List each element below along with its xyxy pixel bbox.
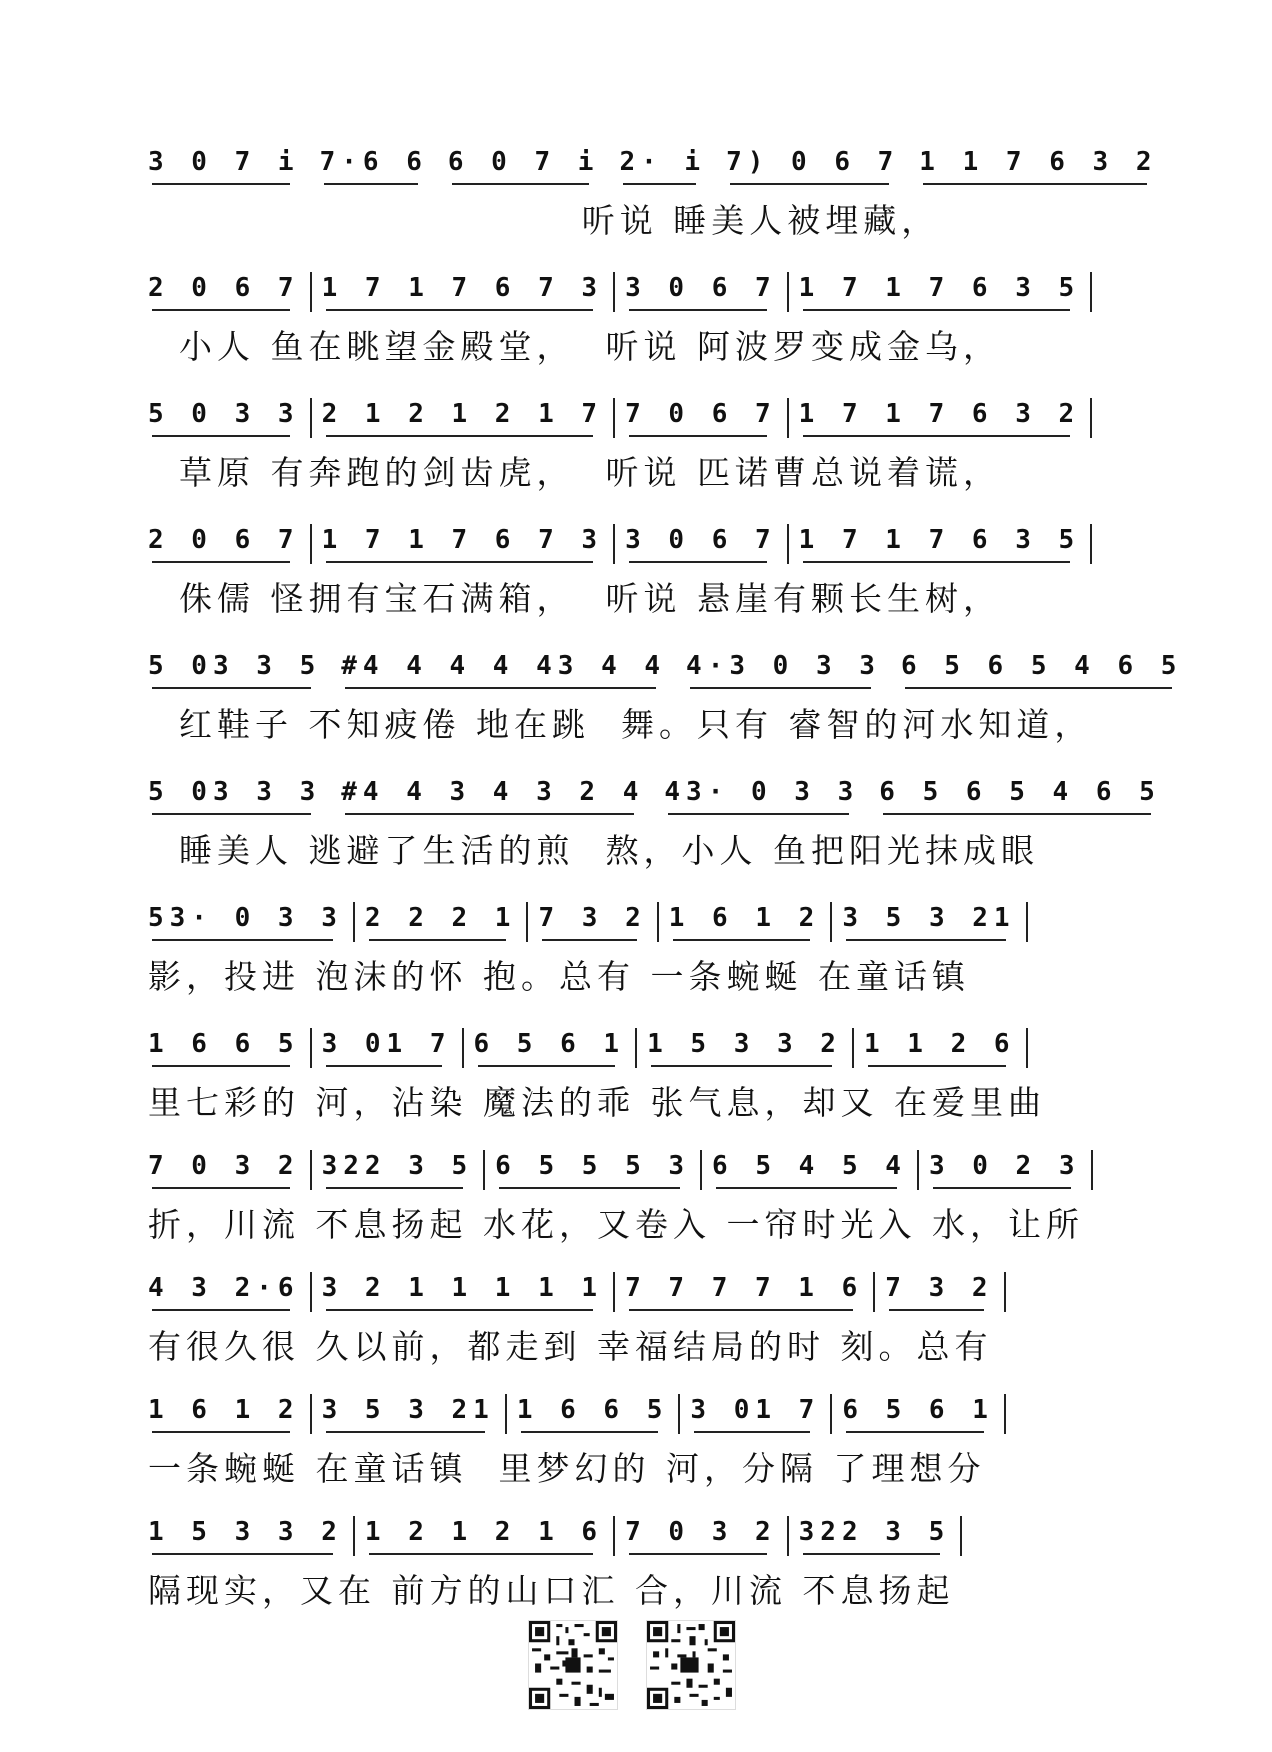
notation-line xyxy=(148,146,1158,186)
lyrics-line: 折，川流 不息扬起 水花，又卷入 一帘时光入 水，让所 xyxy=(148,1204,1084,1244)
measure: 1 7 1 7 6 3 5 xyxy=(799,525,1081,563)
bar-line xyxy=(678,1394,680,1434)
bar-line xyxy=(1026,902,1028,942)
notation-line xyxy=(148,398,1138,438)
score-system xyxy=(148,1394,1138,1506)
score-system xyxy=(148,650,1183,762)
qr-codes xyxy=(528,1620,744,1710)
bar-line xyxy=(310,1150,312,1190)
measure: 1 1 7 6 3 2 xyxy=(919,147,1157,185)
notation-line xyxy=(148,650,1183,690)
measure: 6 5 6 5 4 6 5 xyxy=(879,777,1161,815)
measure: 1 7 1 7 6 3 2 xyxy=(799,399,1081,437)
lyrics-line: 小人 鱼在眺望金殿堂， 听说 阿波罗变成金乌， xyxy=(148,326,1001,366)
qr-code-right[interactable] xyxy=(646,1620,736,1710)
measure: 7 0 3 2 xyxy=(625,1517,777,1555)
measure: 3 5 3 21 xyxy=(842,903,1015,941)
lyrics-line: 听说 睡美人被埋藏， xyxy=(148,200,940,240)
measure: 6 5 4 5 4 xyxy=(712,1151,907,1189)
measure: 5 03 3 5 xyxy=(148,651,321,689)
measure: 2 0 6 7 xyxy=(148,525,300,563)
measure: 1 7 1 7 6 7 3 xyxy=(322,525,604,563)
measure: 1 7 1 7 6 3 5 xyxy=(799,273,1081,311)
measure: 7 7 7 7 1 6 xyxy=(625,1273,863,1311)
measure: 5 0 3 3 xyxy=(148,399,300,437)
qr-code-icon xyxy=(647,1621,735,1709)
measure: 4·3 0 3 3 xyxy=(686,651,881,689)
bar-line xyxy=(310,1028,312,1068)
score-system xyxy=(148,398,1138,510)
measure: 7 3 2 xyxy=(538,903,646,941)
measure: 322 3 5 xyxy=(322,1151,474,1189)
bar-line xyxy=(1090,272,1092,312)
measure: 53· 0 3 3 xyxy=(148,903,343,941)
score-system xyxy=(148,776,1161,888)
measure: 1 2 1 2 1 6 xyxy=(365,1517,603,1555)
measure: 6 5 5 5 3 xyxy=(495,1151,690,1189)
notation-line xyxy=(148,1272,1138,1312)
bar-line xyxy=(787,1516,789,1556)
measure: 3 0 2 3 xyxy=(929,1151,1081,1189)
measure: 2 0 6 7 xyxy=(148,273,300,311)
measure: 5 03 3 3 xyxy=(148,777,321,815)
measure: 43· 0 3 3 xyxy=(664,777,859,815)
measure: 2· i xyxy=(619,147,706,185)
measure: #4 4 4 4 43 4 4 xyxy=(341,651,666,689)
measure: 6 5 6 5 4 6 5 xyxy=(901,651,1183,689)
bar-line xyxy=(917,1150,919,1190)
measure: 3 01 7 xyxy=(690,1395,820,1433)
measure: 6 0 7 i xyxy=(448,147,600,185)
bar-line xyxy=(1091,1150,1093,1190)
notation-line xyxy=(148,1394,1138,1434)
score-system xyxy=(148,1272,1138,1384)
bar-line xyxy=(787,524,789,564)
notation-line xyxy=(148,272,1138,312)
score-system xyxy=(148,146,1158,258)
measure: 3 0 6 7 xyxy=(625,273,777,311)
bar-line xyxy=(505,1394,507,1434)
score-system xyxy=(148,524,1138,636)
lyrics-line: 影，投进 泡沫的怀 抱。总有 一条蜿蜒 在童话镇 xyxy=(148,956,970,996)
score-system xyxy=(148,272,1138,384)
lyrics-line: 红鞋子 不知疲倦 地在跳 舞。只有 睿智的河水知道， xyxy=(148,704,1093,744)
bar-line xyxy=(657,902,659,942)
measure: 3 01 7 xyxy=(322,1029,452,1067)
notation-line xyxy=(148,902,1138,942)
measure: 1 5 3 3 2 xyxy=(647,1029,842,1067)
lyrics-line: 隔现实，又在 前方的山口汇 合，川流 不息扬起 xyxy=(148,1570,955,1610)
measure: 3 0 7 i xyxy=(148,147,300,185)
bar-line xyxy=(1004,1272,1006,1312)
measure: 7 0 6 7 xyxy=(625,399,777,437)
score-system xyxy=(148,1150,1138,1262)
bar-line xyxy=(613,1516,615,1556)
bar-line xyxy=(635,1028,637,1068)
measure: 1 7 1 7 6 7 3 xyxy=(322,273,604,311)
bar-line xyxy=(310,524,312,564)
score-system xyxy=(148,1516,1138,1628)
measure: 7·6 6 xyxy=(320,147,428,185)
measure: 4 3 2·6 xyxy=(148,1273,300,1311)
qr-code-left[interactable] xyxy=(528,1620,618,1710)
measure: 7 3 2 xyxy=(885,1273,993,1311)
notation-line xyxy=(148,1028,1138,1068)
measure: 7) 0 6 7 xyxy=(726,147,899,185)
score-system xyxy=(148,902,1138,1014)
measure: 322 3 5 xyxy=(799,1517,951,1555)
bar-line xyxy=(1026,1028,1028,1068)
bar-line xyxy=(787,398,789,438)
measure: 1 6 1 2 xyxy=(669,903,821,941)
bar-line xyxy=(700,1150,702,1190)
measure: 1 1 2 6 xyxy=(864,1029,1016,1067)
bar-line xyxy=(310,272,312,312)
measure: 1 5 3 3 2 xyxy=(148,1517,343,1555)
bar-line xyxy=(483,1150,485,1190)
bar-line xyxy=(1090,398,1092,438)
lyrics-line: 睡美人 逃避了生活的煎 熬，小人 鱼把阳光抹成眼 xyxy=(148,830,1039,870)
bar-line xyxy=(830,1394,832,1434)
measure: #4 4 3 4 3 2 4 xyxy=(341,777,644,815)
notation-line xyxy=(148,776,1161,816)
bar-line xyxy=(310,1394,312,1434)
bar-line xyxy=(353,1516,355,1556)
notation-line xyxy=(148,1516,1138,1556)
measure: 3 0 6 7 xyxy=(625,525,777,563)
bar-line xyxy=(787,272,789,312)
measure: 3 2 1 1 1 1 1 xyxy=(322,1273,604,1311)
lyrics-line: 一条蜿蜒 在童话镇 里梦幻的 河，分隔 了理想分 xyxy=(148,1448,986,1488)
bar-line xyxy=(462,1028,464,1068)
bar-line xyxy=(1090,524,1092,564)
measure: 6 5 6 1 xyxy=(474,1029,626,1067)
bar-line xyxy=(353,902,355,942)
notation-line xyxy=(148,1150,1138,1190)
measure: 6 5 6 1 xyxy=(842,1395,994,1433)
lyrics-line: 有很久很 久以前，都走到 幸福结局的时 刻。总有 xyxy=(148,1326,993,1366)
bar-line xyxy=(310,398,312,438)
bar-line xyxy=(613,398,615,438)
measure: 2 1 2 1 2 1 7 xyxy=(322,399,604,437)
lyrics-line: 草原 有奔跑的剑齿虎， 听说 匹诺曹总说着谎， xyxy=(148,452,1001,492)
bar-line xyxy=(613,1272,615,1312)
bar-line xyxy=(526,902,528,942)
lyrics-line: 侏儒 怪拥有宝石满箱， 听说 悬崖有颗长生树， xyxy=(148,578,1001,618)
bar-line xyxy=(1004,1394,1006,1434)
measure: 2 2 2 1 xyxy=(365,903,517,941)
bar-line xyxy=(613,272,615,312)
bar-line xyxy=(310,1272,312,1312)
notation-line xyxy=(148,524,1138,564)
bar-line xyxy=(960,1516,962,1556)
bar-line xyxy=(613,524,615,564)
qr-code-icon xyxy=(529,1621,617,1709)
measure: 7 0 3 2 xyxy=(148,1151,300,1189)
measure: 1 6 6 5 xyxy=(148,1029,300,1067)
bar-line xyxy=(830,902,832,942)
bar-line xyxy=(852,1028,854,1068)
measure: 3 5 3 21 xyxy=(322,1395,495,1433)
lyrics-line: 里七彩的 河，沾染 魔法的乖 张气息，却又 在爱里曲 xyxy=(148,1082,1046,1122)
bar-line xyxy=(873,1272,875,1312)
score-system xyxy=(148,1028,1138,1140)
measure: 1 6 1 2 xyxy=(148,1395,300,1433)
measure: 1 6 6 5 xyxy=(517,1395,669,1433)
